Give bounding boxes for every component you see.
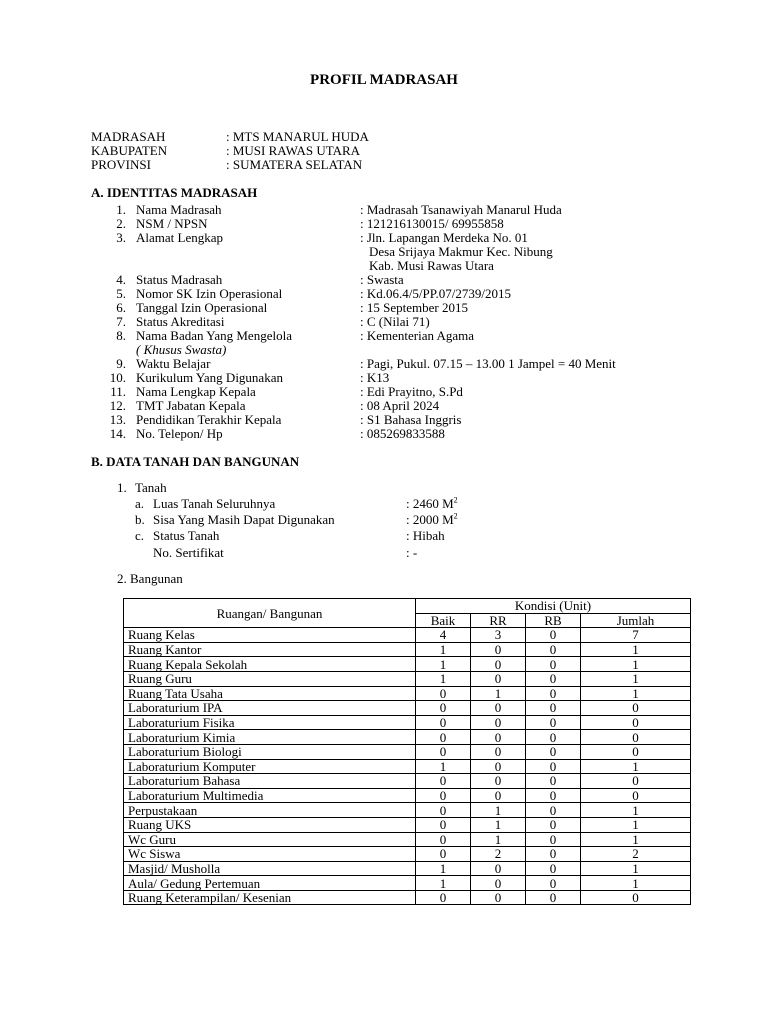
identity-item-label: Pendidikan Terakhir Kepala xyxy=(136,412,282,427)
identity-item-label: Alamat Lengkap xyxy=(136,230,223,245)
row-room-name: Ruang Guru xyxy=(124,671,416,686)
bangunan-table xyxy=(123,598,691,905)
identity-item-label: TMT Jabatan Kepala xyxy=(136,398,246,413)
identity-item-number: 5. xyxy=(116,286,126,301)
bangunan-label: 2. Bangunan xyxy=(117,571,183,586)
row-rr: 3 xyxy=(471,628,526,643)
row-jumlah: 1 xyxy=(581,759,691,774)
row-room-name: Wc Siswa xyxy=(124,847,416,862)
row-rr: 0 xyxy=(471,774,526,789)
table-row xyxy=(124,774,691,789)
row-baik: 1 xyxy=(416,876,471,891)
row-rr: 0 xyxy=(471,759,526,774)
row-rr: 1 xyxy=(471,832,526,847)
row-jumlah: 0 xyxy=(581,774,691,789)
tanah-item-label: Status Tanah xyxy=(153,528,220,543)
identity-item-value: : 08 April 2024 xyxy=(360,398,440,413)
row-room-name: Laboraturium IPA xyxy=(124,701,416,716)
table-row xyxy=(124,788,691,803)
row-baik: 0 xyxy=(416,803,471,818)
identity-item-number: 11. xyxy=(110,384,126,399)
row-baik: 0 xyxy=(416,817,471,832)
identity-item-value: : S1 Bahasa Inggris xyxy=(360,412,462,427)
row-baik: 0 xyxy=(416,744,471,759)
col-header-kondisi: Kondisi (Unit) xyxy=(416,599,691,614)
header-value-kabupaten: : MUSI RAWAS UTARA xyxy=(226,143,361,158)
tanah-item-value-text: : 2000 M xyxy=(406,512,454,527)
row-rb: 0 xyxy=(526,876,581,891)
identity-item-number: 6. xyxy=(116,300,126,315)
tanah-item-value-text: : Hibah xyxy=(406,528,445,543)
tanah-item-letter: c. xyxy=(135,528,145,543)
identity-item-number: 10. xyxy=(109,370,126,385)
tanah-label: Tanah xyxy=(135,480,167,495)
row-room-name: Ruang Kepala Sekolah xyxy=(124,657,416,672)
table-row xyxy=(124,861,691,876)
row-rr: 1 xyxy=(471,803,526,818)
table-row xyxy=(124,671,691,686)
identity-item-label: Status Akreditasi xyxy=(136,314,225,329)
table-row xyxy=(124,803,691,818)
row-room-name: Wc Guru xyxy=(124,832,416,847)
table-row xyxy=(124,847,691,862)
identity-item-number: 8. xyxy=(116,328,126,343)
row-rb: 0 xyxy=(526,759,581,774)
row-room-name: Masjid/ Musholla xyxy=(124,861,416,876)
identity-item-value: : Jln. Lapangan Merdeka No. 01 xyxy=(360,230,528,245)
identity-item-number: 1. xyxy=(116,202,126,217)
row-jumlah: 1 xyxy=(581,803,691,818)
page-title: PROFIL MADRASAH xyxy=(310,72,458,88)
tanah-item-letter: b. xyxy=(135,512,145,527)
table-row xyxy=(124,876,691,891)
section-b-title: B. DATA TANAH DAN BANGUNAN xyxy=(91,454,300,469)
row-rr: 0 xyxy=(471,861,526,876)
identity-item-number: 4. xyxy=(116,272,126,287)
tanah-item-value-text: : 2460 M xyxy=(406,496,454,511)
tanah-item-letter: a. xyxy=(135,496,145,511)
tanah-item-value xyxy=(406,513,458,527)
row-jumlah: 0 xyxy=(581,715,691,730)
col-header-ruangan: Ruangan/ Bangunan xyxy=(124,599,416,628)
row-rb: 0 xyxy=(526,642,581,657)
row-jumlah: 1 xyxy=(581,832,691,847)
table-row xyxy=(124,730,691,745)
row-jumlah: 1 xyxy=(581,671,691,686)
table-row xyxy=(124,759,691,774)
identity-item-number: 2. xyxy=(116,216,126,231)
row-rb: 0 xyxy=(526,832,581,847)
row-rr: 0 xyxy=(471,890,526,905)
row-rb: 0 xyxy=(526,715,581,730)
row-room-name: Perpustakaan xyxy=(124,803,416,818)
row-baik: 0 xyxy=(416,832,471,847)
table-row xyxy=(124,832,691,847)
row-jumlah: 1 xyxy=(581,861,691,876)
identity-item-value: : 15 September 2015 xyxy=(360,300,468,315)
table-row xyxy=(124,657,691,672)
row-baik: 1 xyxy=(416,657,471,672)
row-jumlah: 1 xyxy=(581,686,691,701)
row-jumlah: 1 xyxy=(581,642,691,657)
row-rb: 0 xyxy=(526,774,581,789)
col-header-jumlah: Jumlah xyxy=(581,613,691,628)
identity-item-number: 3. xyxy=(116,230,126,245)
row-rb: 0 xyxy=(526,861,581,876)
identity-item-label: Nama Madrasah xyxy=(136,202,222,217)
tanah-item-value xyxy=(406,529,445,543)
row-rr: 0 xyxy=(471,701,526,716)
identity-item-label: Nama Badan Yang Mengelola xyxy=(136,328,292,343)
row-baik: 1 xyxy=(416,671,471,686)
col-header-baik: Baik xyxy=(416,613,471,628)
row-jumlah: 1 xyxy=(581,657,691,672)
row-jumlah: 7 xyxy=(581,628,691,643)
tanah-item-value-sup: 2 xyxy=(453,495,458,505)
tanah-number: 1. xyxy=(117,480,127,495)
row-baik: 4 xyxy=(416,628,471,643)
table-row xyxy=(124,686,691,701)
tanah-item-value xyxy=(406,497,458,511)
identity-item-value: Kab. Musi Rawas Utara xyxy=(369,258,494,273)
row-room-name: Ruang Kelas xyxy=(124,628,416,643)
identity-item-value: Desa Srijaya Makmur Kec. Nibung xyxy=(369,244,553,259)
row-rr: 0 xyxy=(471,744,526,759)
row-room-name: Ruang Tata Usaha xyxy=(124,686,416,701)
identity-item-label: Nomor SK Izin Operasional xyxy=(136,286,283,301)
row-jumlah: 0 xyxy=(581,730,691,745)
identity-item-label: NSM / NPSN xyxy=(136,216,208,231)
col-header-rr: RR xyxy=(471,613,526,628)
row-jumlah: 2 xyxy=(581,847,691,862)
row-rr: 2 xyxy=(471,847,526,862)
row-room-name: Laboraturium Bahasa xyxy=(124,774,416,789)
table-row xyxy=(124,628,691,643)
row-rb: 0 xyxy=(526,890,581,905)
tanah-item-value xyxy=(406,546,417,560)
identity-item-label: Status Madrasah xyxy=(136,272,223,287)
row-baik: 0 xyxy=(416,686,471,701)
identity-item-value: : Kementerian Agama xyxy=(360,328,475,343)
identity-item-number: 13. xyxy=(109,412,126,427)
header-value-provinsi: : SUMATERA SELATAN xyxy=(226,157,363,172)
tanah-item-label: Luas Tanah Seluruhnya xyxy=(153,496,276,511)
row-baik: 0 xyxy=(416,890,471,905)
row-jumlah: 1 xyxy=(581,817,691,832)
row-rb: 0 xyxy=(526,803,581,818)
header-label-provinsi: PROVINSI xyxy=(91,157,151,172)
row-rr: 0 xyxy=(471,671,526,686)
row-rb: 0 xyxy=(526,657,581,672)
row-baik: 0 xyxy=(416,701,471,716)
identity-item-value: : 085269833588 xyxy=(360,426,445,441)
row-jumlah: 1 xyxy=(581,876,691,891)
row-baik: 0 xyxy=(416,715,471,730)
row-rb: 0 xyxy=(526,788,581,803)
identity-item-number: 9. xyxy=(116,356,126,371)
row-rr: 0 xyxy=(471,876,526,891)
row-room-name: Laboraturium Multimedia xyxy=(124,788,416,803)
row-rr: 0 xyxy=(471,730,526,745)
identity-item-number: 7. xyxy=(116,314,126,329)
identity-item-label: Nama Lengkap Kepala xyxy=(136,384,256,399)
row-baik: 0 xyxy=(416,774,471,789)
table-row xyxy=(124,744,691,759)
row-room-name: Laboraturium Fisika xyxy=(124,715,416,730)
row-rb: 0 xyxy=(526,671,581,686)
row-jumlah: 0 xyxy=(581,701,691,716)
row-baik: 1 xyxy=(416,642,471,657)
table-row xyxy=(124,701,691,716)
row-rr: 1 xyxy=(471,686,526,701)
row-baik: 0 xyxy=(416,847,471,862)
identity-item-value: : Edi Prayitno, S.Pd xyxy=(360,384,463,399)
row-jumlah: 0 xyxy=(581,890,691,905)
identity-item-label: Waktu Belajar xyxy=(136,356,211,371)
identity-item-label: Tanggal Izin Operasional xyxy=(136,300,268,315)
row-room-name: Laboraturium Komputer xyxy=(124,759,416,774)
col-header-rb: RB xyxy=(526,613,581,628)
tanah-item-value-sup: 2 xyxy=(453,511,458,521)
row-rr: 0 xyxy=(471,715,526,730)
identity-item-value: : 121216130015/ 69955858 xyxy=(360,216,504,231)
row-baik: 0 xyxy=(416,730,471,745)
identity-item-label: Kurikulum Yang Digunakan xyxy=(136,370,283,385)
table-row xyxy=(124,890,691,905)
table-body xyxy=(124,628,691,905)
identity-item-label: ( Khusus Swasta) xyxy=(136,342,227,357)
row-rr: 0 xyxy=(471,657,526,672)
row-rr: 0 xyxy=(471,642,526,657)
identity-item-value: : Kd.06.4/5/PP.07/2739/2015 xyxy=(360,286,511,301)
identity-item-value: : Pagi, Pukul. 07.15 – 13.00 1 Jampel = 40 Menit xyxy=(360,356,616,371)
row-rb: 0 xyxy=(526,701,581,716)
table-row xyxy=(124,642,691,657)
row-baik: 1 xyxy=(416,759,471,774)
identity-item-value: : K13 xyxy=(360,370,390,385)
table-row xyxy=(124,817,691,832)
row-rb: 0 xyxy=(526,817,581,832)
row-room-name: Ruang Kantor xyxy=(124,642,416,657)
row-room-name: Laboraturium Biologi xyxy=(124,744,416,759)
row-baik: 0 xyxy=(416,788,471,803)
row-rb: 0 xyxy=(526,847,581,862)
row-room-name: Aula/ Gedung Pertemuan xyxy=(124,876,416,891)
row-rb: 0 xyxy=(526,744,581,759)
row-rb: 0 xyxy=(526,730,581,745)
identity-item-number: 14. xyxy=(109,426,126,441)
identity-item-value: : Madrasah Tsanawiyah Manarul Huda xyxy=(360,202,562,217)
row-jumlah: 0 xyxy=(581,788,691,803)
row-rr: 0 xyxy=(471,788,526,803)
header-label-madrasah: MADRASAH xyxy=(91,129,166,144)
identity-item-number: 12. xyxy=(109,398,126,413)
row-rb: 0 xyxy=(526,628,581,643)
table-row xyxy=(124,715,691,730)
row-room-name: Laboraturium Kimia xyxy=(124,730,416,745)
row-rr: 1 xyxy=(471,817,526,832)
row-room-name: Ruang UKS xyxy=(124,817,416,832)
row-room-name: Ruang Keterampilan/ Kesenian xyxy=(124,890,416,905)
identity-item-label: No. Telepon/ Hp xyxy=(136,426,223,441)
tanah-item-value-text: : - xyxy=(406,545,418,560)
header-label-kabupaten: KABUPATEN xyxy=(91,143,168,158)
row-jumlah: 0 xyxy=(581,744,691,759)
row-baik: 1 xyxy=(416,861,471,876)
tanah-item-label: Sisa Yang Masih Dapat Digunakan xyxy=(153,512,335,527)
row-rb: 0 xyxy=(526,686,581,701)
identity-item-value: : Swasta xyxy=(360,272,404,287)
section-a-title: A. IDENTITAS MADRASAH xyxy=(91,185,258,200)
tanah-item-label: No. Sertifikat xyxy=(153,545,224,560)
header-value-madrasah: : MTS MANARUL HUDA xyxy=(226,129,369,144)
identity-item-value: : C (Nilai 71) xyxy=(360,314,430,329)
